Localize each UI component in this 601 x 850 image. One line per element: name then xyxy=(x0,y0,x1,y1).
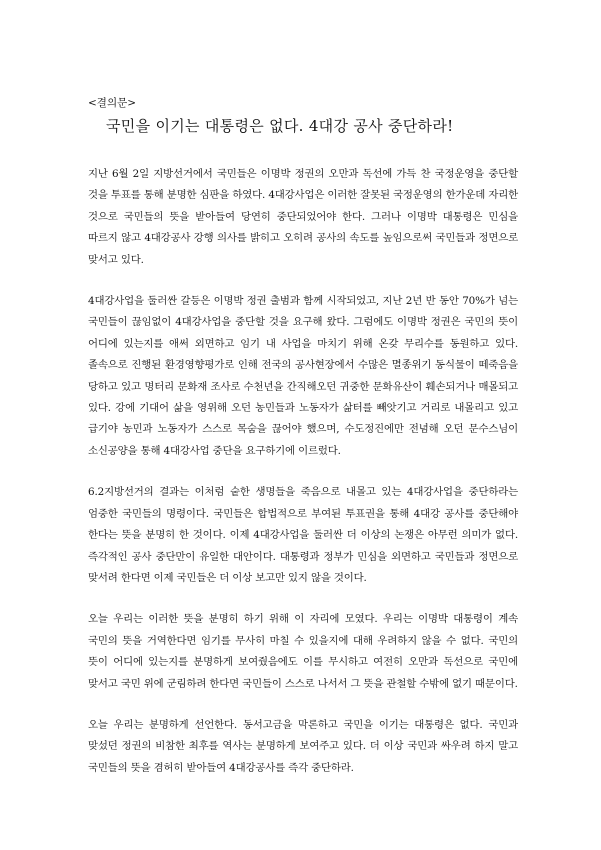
paragraph: 오늘 우리는 분명하게 선언한다. 동서고금을 막론하고 국민을 이기는 대통령은 없다. 국민과 맞섰던 정권의 비참한 최후를 역사는 분명하게 보여주고 있다. 더 이상 국민과 싸우려 하지 말고 국민들의 뜻을 겸허히 받아들여 4대강공사를 즉각 중단하라. xyxy=(88,718,518,774)
paragraph: 6.2지방선거의 결과는 이처럼 숱한 생명들을 죽음으로 내몰고 있는 4대강사업을 중단하라는 엄중한 국민들의 명령이다. 국민들은 합법적으로 부여된 투표권을 통해 4대강 공사를 중단해야 한다는 뜻을 분명히 한 것이다. 이제 4대강사업을 둘러싼 더 이상의 논쟁은 아무런 의미가 없다. 즉각적인 공사 중단만이 유일한 대안이다. 대통령과 정부가 민심을 외면하고 국민들과 정면으로 맞서려 한다면 이제 국민들은 더 이상 보고만 있지 않을 것이다. xyxy=(88,486,518,584)
document-title: 국민을 이기는 대통령은 없다. 4대강 공사 중단하라! xyxy=(106,117,454,135)
document-page xyxy=(88,96,518,779)
document-body xyxy=(88,164,518,779)
paragraph: 지난 6월 2일 지방선거에서 국민들은 이명박 정권의 오만과 독선에 가득 찬 국정운영을 중단할 것을 투표를 통해 분명한 심판을 하였다. 4대강사업은 이러한 잘못된 국정운영의 한가운데 자리한 것으로 국민들의 뜻을 받아들여 당연히 중단되었어야 한다. 그러나 이명박 대통령은 민심을 따르지 않고 4대강공사 강행 의사를 밝히고 오히려 공사의 속도를 높임으로써 국민들과 정면으로 맞서고 있다. xyxy=(88,168,518,266)
paragraph: 4대강사업을 둘러싼 갈등은 이명박 정권 출범과 함께 시작되었고, 지난 2년 반 동안 70%가 넘는 국민들이 끊임없이 4대강사업을 중단할 것을 요구해 왔다. 그럼에도 이명박 정권은 국민의 뜻이 어디에 있는지를 애써 외면하고 임기 내 사업을 마치기 위해 온갖 무리수를 동원하고 있다. 졸속으로 진행된 환경영향평가로 인해 전국의 공사현장에서 수많은 멸종위기 동식물이 떼죽음을 당하고 있고 명터리 문화재 조사로 수천년을 간직해오던 귀중한 문화유산이 훼손되거나 매몰되고 있다. 강에 기대어 삶을 영위해 오던 농민들과 노동자가 삶터를 빼앗기고 거리로 내몰리고 있고 급기야 농민과 노동자가 스스로 목숨을 끊어야 했으며, 수도정진에만 전념해 오던 문수스님이 소신공양을 통해 4대강사업 중단을 요구하기에 이르렀다. xyxy=(88,295,518,457)
document-tag: <결의문> xyxy=(88,97,137,109)
paragraph: 오늘 우리는 이러한 뜻을 분명히 하기 위해 이 자리에 모였다. 우리는 이명박 대통령이 계속 국민의 뜻을 거역한다면 임기를 무사히 마칠 수 있을지에 대해 우려하지 않을 수 없다. 국민의 뜻이 어디에 있는지를 분명하게 보여줬음에도 이를 무시하고 여전히 오만과 독선으로 국민에 맞서고 국민 위에 군림하려 한다면 국민들이 스스로 나서서 그 뜻을 관철할 수밖에 없기 때문이다. xyxy=(88,613,518,690)
